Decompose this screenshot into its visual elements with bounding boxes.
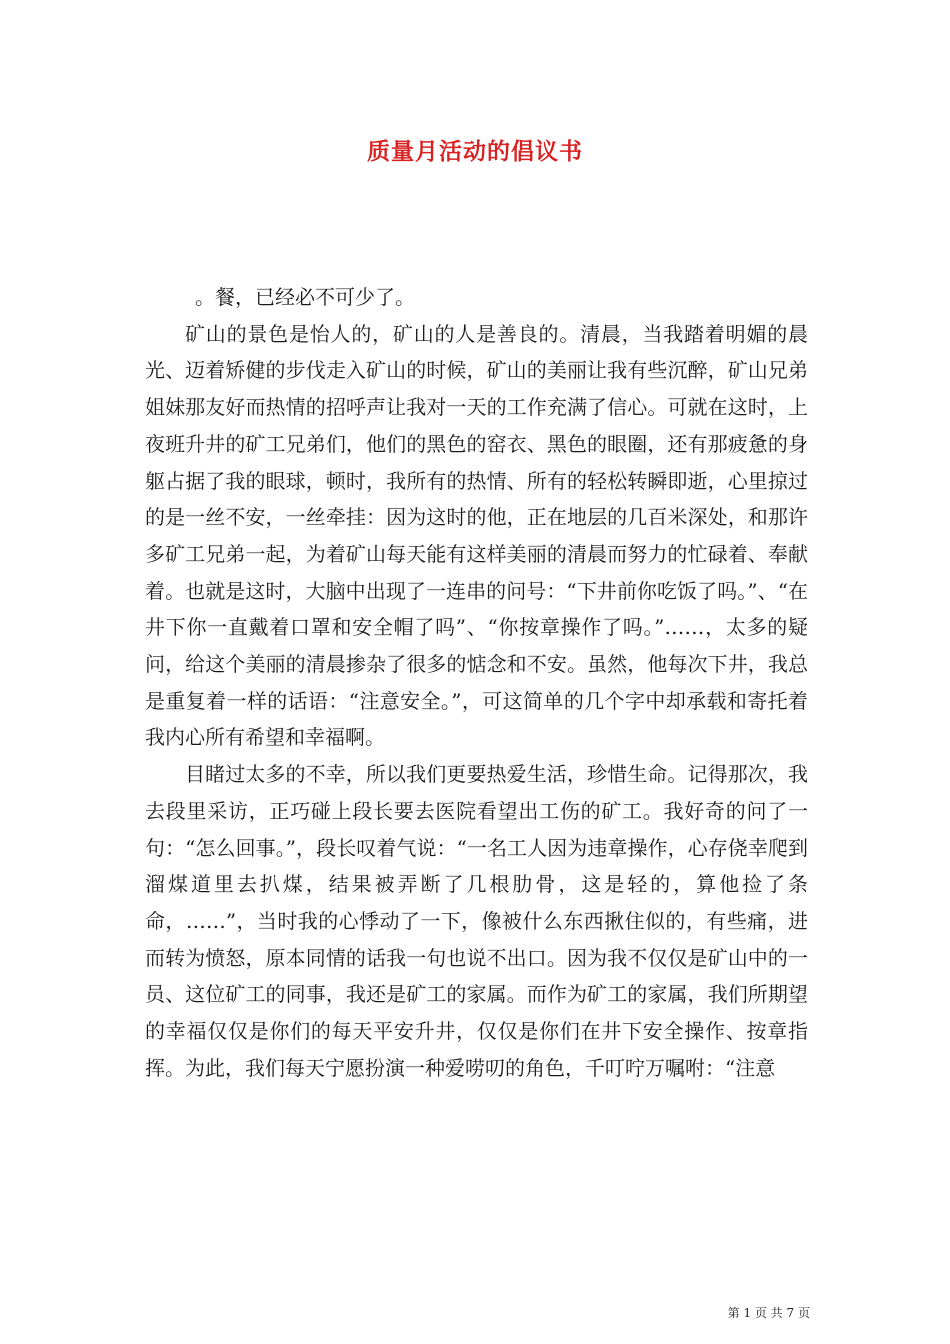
paragraph: 矿山的景色是怡人的，矿山的人是善良的。清晨，当我踏着明媚的晨光、迈着矫健的步伐走入矿山的时候，矿山的美丽让我有些沉醉，矿山兄弟姐妹那友好而热情的招呼声让我对一天的工作充满了信心。可就在这时，上夜班升井的矿工兄弟们，他们的黑色的窑衣、黑色的眼圈，还有那疲惫的身躯占据了我的眼球，顿时，我所有的热情、所有的轻松转瞬即逝，心里掠过的是一丝不安，一丝牵挂：因为这时的他，正在地层的几百米深处，和那许多矿工兄弟一起，为着矿山每天能有这样美丽的清晨而努力的忙碌着、奉献着。也就是这时，大脑中出现了一连串的问号：“下井前你吃饭了吗。”、“在井下你一直戴着口罩和安全帽了吗”、“你按章操作了吗。”……，太多的疑问，给这个美丽的清晨掺杂了很多的惦念和不安。虽然，他每次下井，我总是重复着一样的话语：“注意安全。”，可这简单的几个字中却承载和寄托着我内心所有希望和幸福啊。 [145,321,808,750]
paragraph: 。餐，已经必不可少了。 [195,285,415,309]
document-body [145,279,808,1086]
page-number-footer: 第 1 页 共 7 页 [727,1306,810,1320]
document-title: 质量月活动的倡议书 [367,139,583,165]
paragraph: 目睹过太多的不幸，所以我们更要热爱生活，珍惜生命。记得那次，我去段里采访，正巧碰上段长要去医院看望出工伤的矿工。我好奇的问了一句：“怎么回事。”，段长叹着气说：“一名工人因为违章操作，心存侥幸爬到溜煤道里去扒煤，结果被弄断了几根肋骨，这是轻的，算他捡了条命，……”，当时我的心悸动了一下，像被什么东西揪住似的，有些痛，进而转为愤怒，原本同情的话我一句也说不出口。因为我不仅仅是矿山中的一员、这位矿工的同事，我还是矿工的家属。而作为矿工的家属，我们所期望的幸福仅仅是你们的每天平安升井，仅仅是你们在井下安全操作、按章指挥。为此，我们每天宁愿扮演一种爱唠叨的角色，千叮咛万嘱咐：“注意 [145,762,808,1080]
